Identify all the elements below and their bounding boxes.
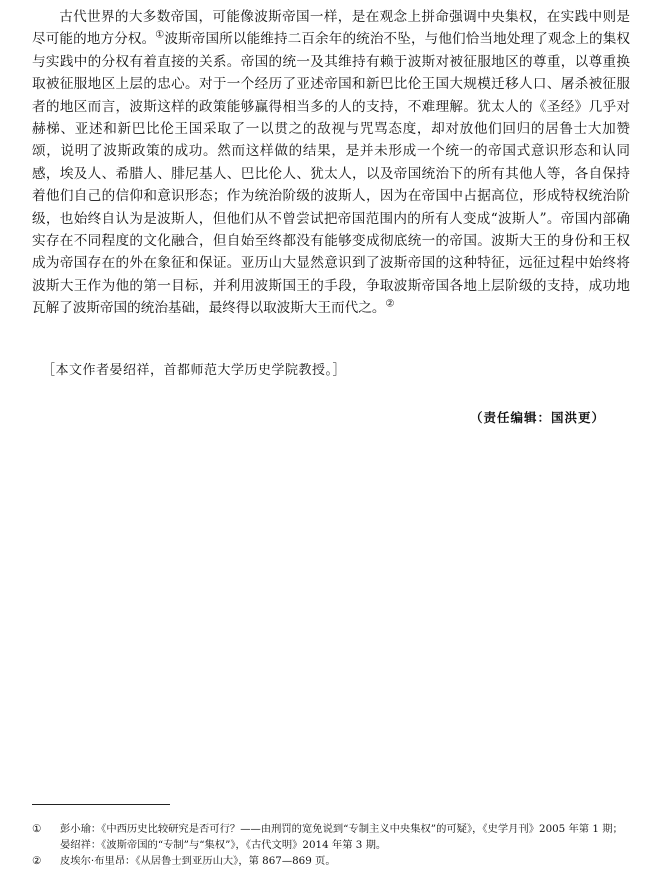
paragraph-text-part2: 波斯帝国所以能维持二百余年的统治不坠，与他们恰当地处理了观念上的集权与实践中的分权有着直接的关系。帝国的统一及其维持有赖于波斯对被征服地区的尊重，以尊重换取被征服地区上层的忠心。对于一个经历了亚述帝国和新巴比伦王国大规模迁移人口、屠杀被征服者的地区而言，波斯这样的政策能够赢得相当多的人的支持，不难理解。犹太人的《圣经》几乎对赫梯、亚述和新巴比伦王国采取了一以贯之的敌视与咒骂态度，却对放他们回归的居鲁士大加赞颂，说明了波斯政策的成功。然而这样做的结果，是并未形成一个统一的帝国式意识形态和认同感，埃及人、希腊人、腓尼基人、巴比伦人、犹太人，以及帝国统治下的所有其他人等，各自保持着他们自己的信仰和意识形态；作为统治阶级的波斯人，因为在帝国中占据高位，形成特权统治阶级，也始终自认为是波斯人，但他们从不曾尝试把帝国范围内的所有人变成“波斯人”。帝国内部确实存在不同程度的文化融合，但自始至终都没有能够变成彻底统一的帝国。波斯大王的身份和王权成为帝国存在的外在象征和保证。亚历山大显然意识到了波斯帝国的这种特征，远征过程中始终将波斯大王作为他的第一目标，并利用波斯国王的手段，争取波斯帝国各地上层阶级的支持，成功地瓦解了波斯帝国的统治基础，最终得以取波斯大王而代之。: [32, 31, 631, 317]
footnote-item: [32, 853, 632, 869]
footnote-ref-2[interactable]: ②: [385, 298, 395, 310]
footnote-item: [32, 821, 632, 853]
footnotes: [32, 821, 632, 869]
footnote-divider: [32, 804, 170, 805]
footnote-text: 皮埃尔·布里昂：《从居鲁士到亚历山大》，第 867—869 页。: [60, 855, 336, 867]
editor-note: （责任编辑：国洪更）: [470, 410, 606, 425]
footnote-number: ①: [32, 823, 42, 835]
footnote-number: ②: [32, 855, 42, 867]
footnote-text: 彭小瑜：《中西历史比较研究是否可行？——由刑罚的宽免说到“专制主义中央集权”的可疑》，《史学月刊》2005 年第 1 期；晏绍祥：《波斯帝国的“专制”与“集权”》，《古代文明》2014 年第 3 期。: [60, 823, 623, 851]
author-note: ［本文作者晏绍祥，首都师范大学历史学院教授。］: [42, 363, 347, 378]
footnote-ref-1[interactable]: ①: [155, 29, 165, 41]
paragraph-text-part1: 古代世界的大多数帝国，可能像波斯帝国一样，是在观念上拼命强调中央集权，在实践中则是尽可能的地方分权。: [32, 9, 630, 48]
body-paragraph: [32, 6, 630, 320]
